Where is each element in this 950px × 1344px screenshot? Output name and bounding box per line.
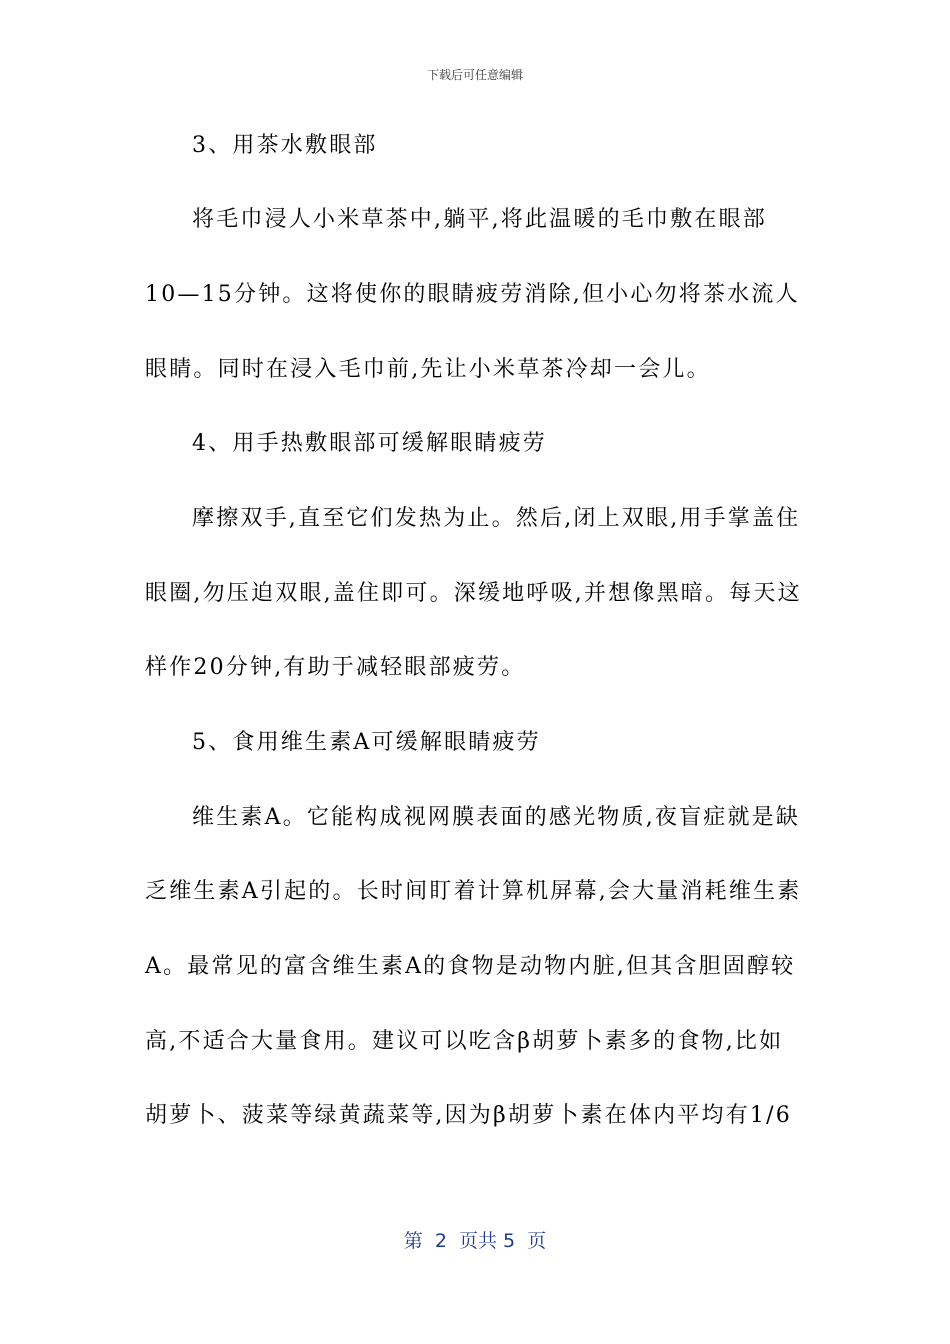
paragraph-line: 摩擦双手,直至它们发热为止。然后,闭上双眼,用手掌盖住: [192, 506, 801, 531]
paragraph-line: 高,不适合大量食用。建议可以吃含β胡萝卜素多的食物,比如: [145, 1029, 784, 1054]
paragraph-line: 维生素A。它能构成视网膜表面的感光物质,夜盲症就是缺: [192, 805, 801, 830]
paragraph-line: 胡萝卜、菠菜等绿黄蔬菜等,因为β胡萝卜素在体内平均有1/6: [145, 1103, 792, 1128]
paragraph-line: 将毛巾浸人小米草茶中,躺平,将此温暖的毛巾敷在眼部: [192, 207, 767, 232]
heading-hand-warm-compress: 4、用手热敷眼部可缓解眼睛疲劳: [192, 431, 547, 456]
heading-tea-compress: 3、用茶水敷眼部: [192, 133, 378, 158]
heading-vitamin-a: 5、食用维生素A可缓解眼睛疲劳: [192, 730, 541, 755]
paragraph-line: 眼睛。同时在浸入毛巾前,先让小米草茶冷却一会儿。: [145, 357, 711, 382]
paragraph-line: 乏维生素A引起的。长时间盯着计算机屏幕,会大量消耗维生素: [145, 879, 802, 904]
paragraph-line: 眼圈,勿压迫双眼,盖住即可。深缓地呼吸,并想像黑暗。每天这: [145, 581, 802, 606]
paragraph-line: 10—15分钟。这将使你的眼睛疲劳消除,但小心勿将茶水流人: [145, 282, 800, 307]
page-header: 下载后可任意编辑: [426, 68, 523, 82]
paragraph-line: 样作20分钟,有助于减轻眼部疲劳。: [145, 655, 526, 680]
paragraph-line: A。最常见的富含维生素A的食物是动物内脏,但其含胆固醇较: [145, 954, 796, 979]
page-footer: 第 2 页共 5 页: [403, 1230, 547, 1252]
